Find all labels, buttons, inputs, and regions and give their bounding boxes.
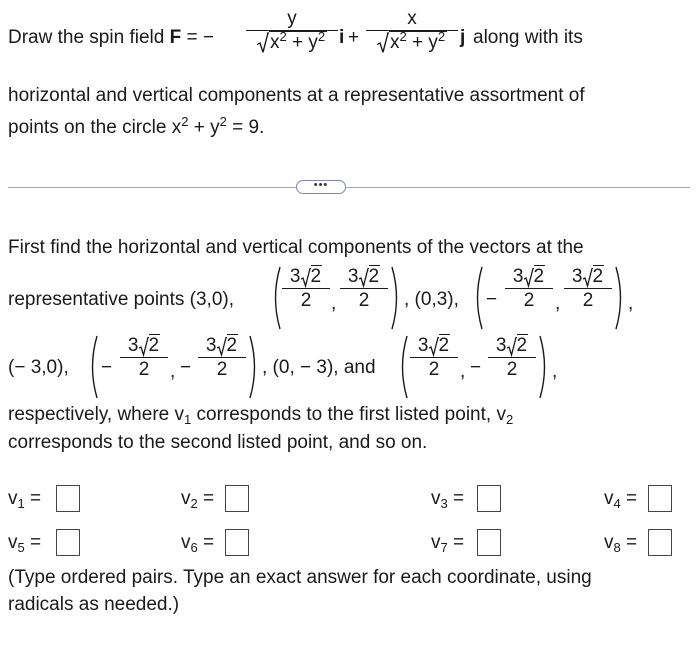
solution-line-5: corresponds to the second listed point, and so on. <box>8 432 428 453</box>
instructions-line-2: radicals as needed.) <box>8 594 180 615</box>
answer-input-v3[interactable] <box>477 485 501 512</box>
answer-label-v6: $v_6$ = <box>181 532 215 555</box>
answer-label-v5: $v_5$ = <box>8 532 42 555</box>
fraction: 3 2 2 <box>282 267 330 312</box>
problem-prefix: Draw the spin field F = − <box>8 27 214 48</box>
point-2-label: , (0,3), <box>404 289 459 310</box>
fraction: 3 2 2 <box>198 336 246 381</box>
section-divider <box>8 187 690 188</box>
solution-line-2: representative points (3,0), <box>8 289 235 310</box>
answer-label-v1: $v_1$ = <box>8 488 42 511</box>
answer-label-v3: $v_3$ = <box>431 488 465 511</box>
sqrt-icon: $x^2 + y^2$ <box>377 32 447 54</box>
answer-input-v6[interactable] <box>225 529 249 556</box>
answer-input-v5[interactable] <box>56 529 80 556</box>
fraction: 3 2 2 <box>505 267 553 312</box>
fraction: 3 2 2 <box>120 336 168 381</box>
answer-input-v4[interactable] <box>648 485 672 512</box>
answer-input-v7[interactable] <box>477 529 501 556</box>
fraction: 3 2 2 <box>410 336 458 381</box>
fraction: 3 2 2 <box>340 267 388 312</box>
sqrt-icon: $x^2 + y^2$ <box>257 32 327 54</box>
point-4-label: , (0, − 3), and <box>262 357 376 378</box>
point-3-label: (− 3,0), <box>8 357 69 378</box>
unit-j: j <box>460 27 466 48</box>
answer-label-v8: $v_8$ = <box>604 532 638 555</box>
solution-line-1: First find the horizontal and vertical components of the vectors at the <box>8 237 584 258</box>
answer-input-v2[interactable] <box>225 485 249 512</box>
unit-i: i <box>339 27 345 48</box>
fraction-2: x $x^2 + y^2$ <box>366 9 458 54</box>
plus-sign: + <box>348 27 360 48</box>
expand-more-button[interactable]: ••• <box>296 180 346 194</box>
problem-suffix: along with its <box>473 27 583 48</box>
instructions-line-1: (Type ordered pairs. Type an exact answer for each coordinate, using <box>8 567 592 588</box>
problem-line-3: points on the circle $x^2 + y^2 = 9$. <box>8 114 265 138</box>
fraction: 3 2 2 <box>488 336 536 381</box>
solution-line-4: respectively, where $v_1$ corresponds to the first listed point, $v_2$ <box>8 404 514 427</box>
problem-line-2: horizontal and vertical components at a representative assortment of <box>8 85 585 106</box>
fraction-1: y $x^2 + y^2$ <box>246 9 338 54</box>
answer-input-v1[interactable] <box>56 485 80 512</box>
answer-input-v8[interactable] <box>648 529 672 556</box>
fraction: 3 2 2 <box>564 267 612 312</box>
answer-label-v4: $v_4$ = <box>604 488 638 511</box>
answer-label-v2: $v_2$ = <box>181 488 215 511</box>
answer-label-v7: $v_7$ = <box>431 532 465 555</box>
